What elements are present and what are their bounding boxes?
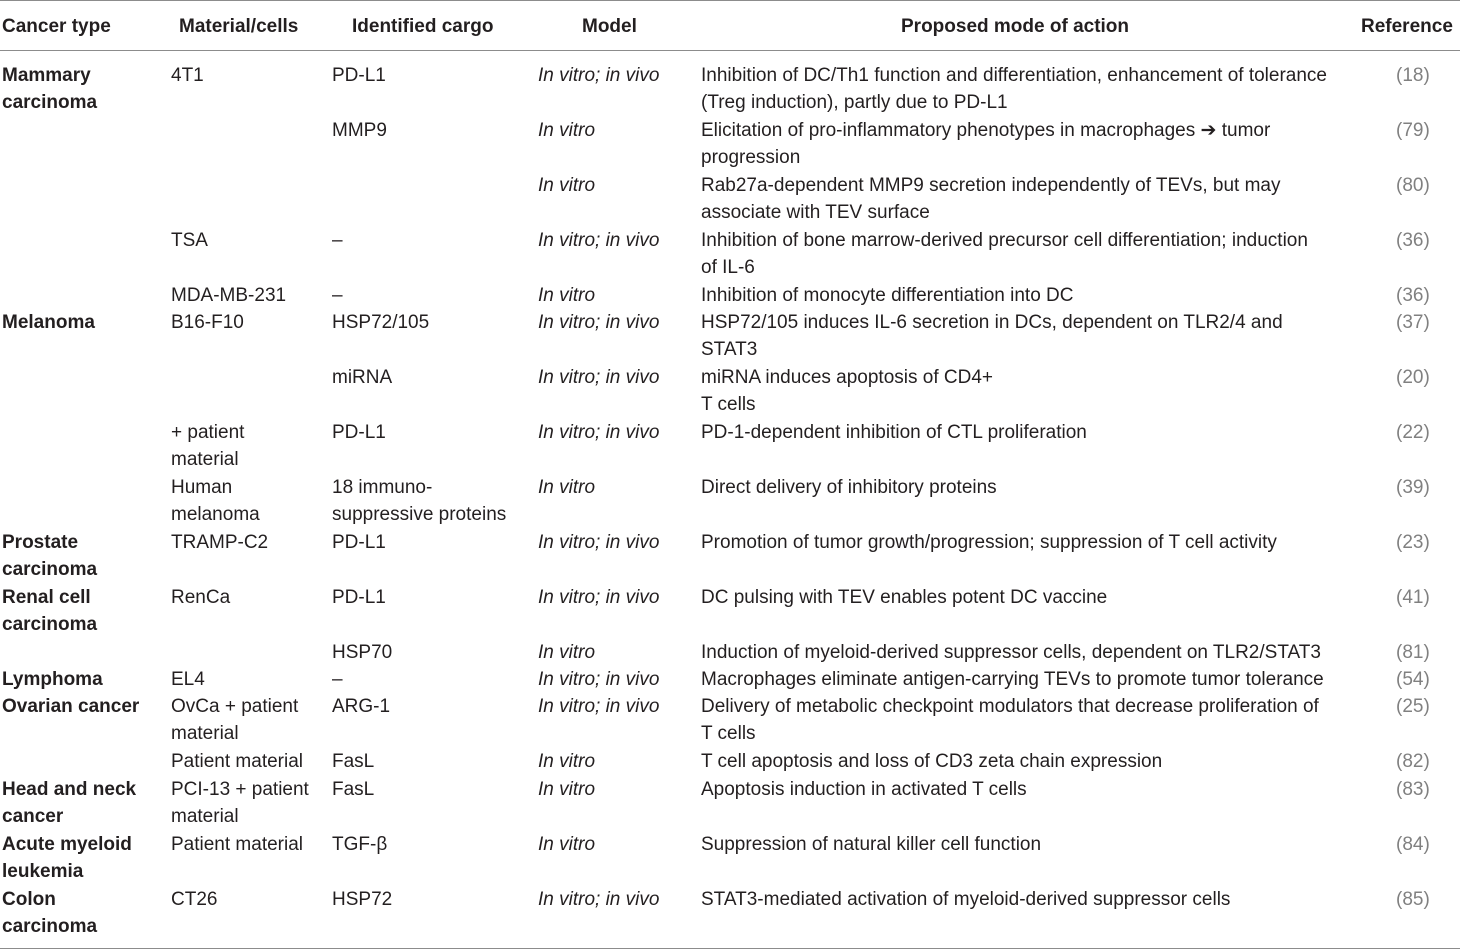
cargo-cell: PD-L1 [332,422,386,443]
material-cell: RenCa [171,587,231,608]
material-cell: TSA [171,230,208,251]
reference-cell: (85) [1396,889,1430,910]
model-cell: In vitro; in vivo [538,669,660,690]
material-cell: B16-F10 [171,312,244,333]
cancer-type-cell: Renal cell carcinoma [2,587,98,636]
header-reference: Reference [1361,16,1453,37]
material-cell: CT26 [171,889,218,910]
table-top-rule [0,0,1460,1]
model-cell: In vitro [538,642,596,663]
mode-of-action-cell: Apoptosis induction in activated T cells [701,779,1027,800]
model-cell: In vitro [538,751,596,772]
cargo-cell: HSP70 [332,642,393,663]
reference-cell: (22) [1396,422,1430,443]
cargo-cell: PD-L1 [332,532,386,553]
material-cell: OvCa + patient material [171,696,299,745]
model-cell: In vitro; in vivo [538,889,660,910]
header-material: Material/cells [179,16,299,37]
header-cancer-type: Cancer type [2,16,111,37]
model-cell: In vitro [538,477,596,498]
header-model: Model [582,16,637,37]
model-cell: In vitro; in vivo [538,65,660,86]
mode-of-action-cell: miRNA induces apoptosis of CD4+ T cells [701,367,994,416]
table-bottom-rule [0,948,1460,949]
mode-of-action-cell: Inhibition of bone marrow-derived precursor cell differentiation; induction of IL-6 [701,230,1308,279]
reference-cell: (18) [1396,65,1430,86]
model-cell: In vitro [538,285,596,306]
material-cell: PCI-13 + patient material [171,779,309,828]
cargo-cell: HSP72/105 [332,312,430,333]
cargo-cell: TGF-β [332,834,388,855]
header-cargo: Identified cargo [352,16,494,37]
material-cell: + patient material [171,422,245,471]
cargo-cell: – [332,285,343,306]
mode-of-action-cell: T cell apoptosis and loss of CD3 zeta chain expression [701,751,1163,772]
cancer-type-cell: Melanoma [2,312,95,333]
cargo-cell: FasL [332,779,375,800]
mode-of-action-cell: Rab27a-dependent MMP9 secretion independently of TEVs, but may associate with TEV surface [701,175,1281,224]
mode-of-action-cell: Suppression of natural killer cell function [701,834,1042,855]
reference-cell: (81) [1396,642,1430,663]
mode-of-action-cell: Inhibition of DC/Th1 function and differentiation, enhancement of tolerance (Treg induction), partly due to PD-L1 [701,65,1327,114]
cargo-cell: FasL [332,751,375,772]
cancer-type-cell: Prostate carcinoma [2,532,98,581]
material-cell: Patient material [171,834,304,855]
cargo-cell: miRNA [332,367,393,388]
model-cell: In vitro; in vivo [538,230,660,251]
model-cell: In vitro; in vivo [538,696,660,717]
model-cell: In vitro; in vivo [538,312,660,333]
reference-cell: (23) [1396,532,1430,553]
header-mode-of-action: Proposed mode of action [901,16,1130,37]
material-cell: Human melanoma [171,477,260,526]
reference-cell: (82) [1396,751,1430,772]
cancer-type-cell: Mammary carcinoma [2,65,98,114]
cargo-cell: HSP72 [332,889,393,910]
mode-of-action-cell: Elicitation of pro-inflammatory phenotypes in macrophages ➔ tumor progression [701,120,1271,169]
mode-of-action-cell: STAT3-mediated activation of myeloid-derived suppressor cells [701,889,1231,910]
material-cell: EL4 [171,669,205,690]
reference-cell: (83) [1396,779,1430,800]
material-cell: Patient material [171,751,304,772]
model-cell: In vitro; in vivo [538,532,660,553]
cancer-type-cell: Ovarian cancer [2,696,140,717]
reference-cell: (79) [1396,120,1430,141]
mode-of-action-cell: Induction of myeloid-derived suppressor cells, dependent on TLR2/STAT3 [701,642,1321,663]
reference-cell: (84) [1396,834,1430,855]
cargo-cell: MMP9 [332,120,387,141]
model-cell: In vitro [538,120,596,141]
cargo-cell: PD-L1 [332,65,386,86]
reference-cell: (36) [1396,285,1430,306]
cargo-cell: 18 immuno- suppressive proteins [332,477,507,526]
cargo-cell: – [332,230,343,251]
cargo-cell: – [332,669,343,690]
reference-cell: (54) [1396,669,1430,690]
model-cell: In vitro [538,779,596,800]
mode-of-action-cell: PD-1-dependent inhibition of CTL proliferation [701,422,1087,443]
material-cell: TRAMP-C2 [171,532,269,553]
material-cell: MDA-MB-231 [171,285,287,306]
material-cell: 4T1 [171,65,204,86]
mode-of-action-cell: Direct delivery of inhibitory proteins [701,477,997,498]
cancer-type-cell: Lymphoma [2,669,103,690]
mode-of-action-cell: DC pulsing with TEV enables potent DC vaccine [701,587,1108,608]
cancer-type-cell: Acute myeloid leukemia [2,834,132,883]
mode-of-action-cell: Delivery of metabolic checkpoint modulators that decrease proliferation of T cells [701,696,1319,745]
reference-cell: (41) [1396,587,1430,608]
reference-cell: (20) [1396,367,1430,388]
cancer-type-cell: Head and neck cancer [2,779,137,828]
table-header-rule [0,50,1460,51]
mode-of-action-cell: HSP72/105 induces IL-6 secretion in DCs, dependent on TLR2/4 and STAT3 [701,312,1283,361]
model-cell: In vitro [538,834,596,855]
mode-of-action-cell: Macrophages eliminate antigen-carrying TEVs to promote tumor tolerance [701,669,1324,690]
reference-cell: (36) [1396,230,1430,251]
cargo-cell: PD-L1 [332,587,386,608]
model-cell: In vitro; in vivo [538,367,660,388]
model-cell: In vitro; in vivo [538,587,660,608]
reference-cell: (39) [1396,477,1430,498]
model-cell: In vitro [538,175,596,196]
mode-of-action-cell: Inhibition of monocyte differentiation into DC [701,285,1074,306]
cancer-type-cell: Colon carcinoma [2,889,98,938]
reference-cell: (25) [1396,696,1430,717]
reference-cell: (80) [1396,175,1430,196]
reference-cell: (37) [1396,312,1430,333]
cargo-cell: ARG-1 [332,696,391,717]
mode-of-action-cell: Promotion of tumor growth/progression; suppression of T cell activity [701,532,1277,553]
model-cell: In vitro; in vivo [538,422,660,443]
